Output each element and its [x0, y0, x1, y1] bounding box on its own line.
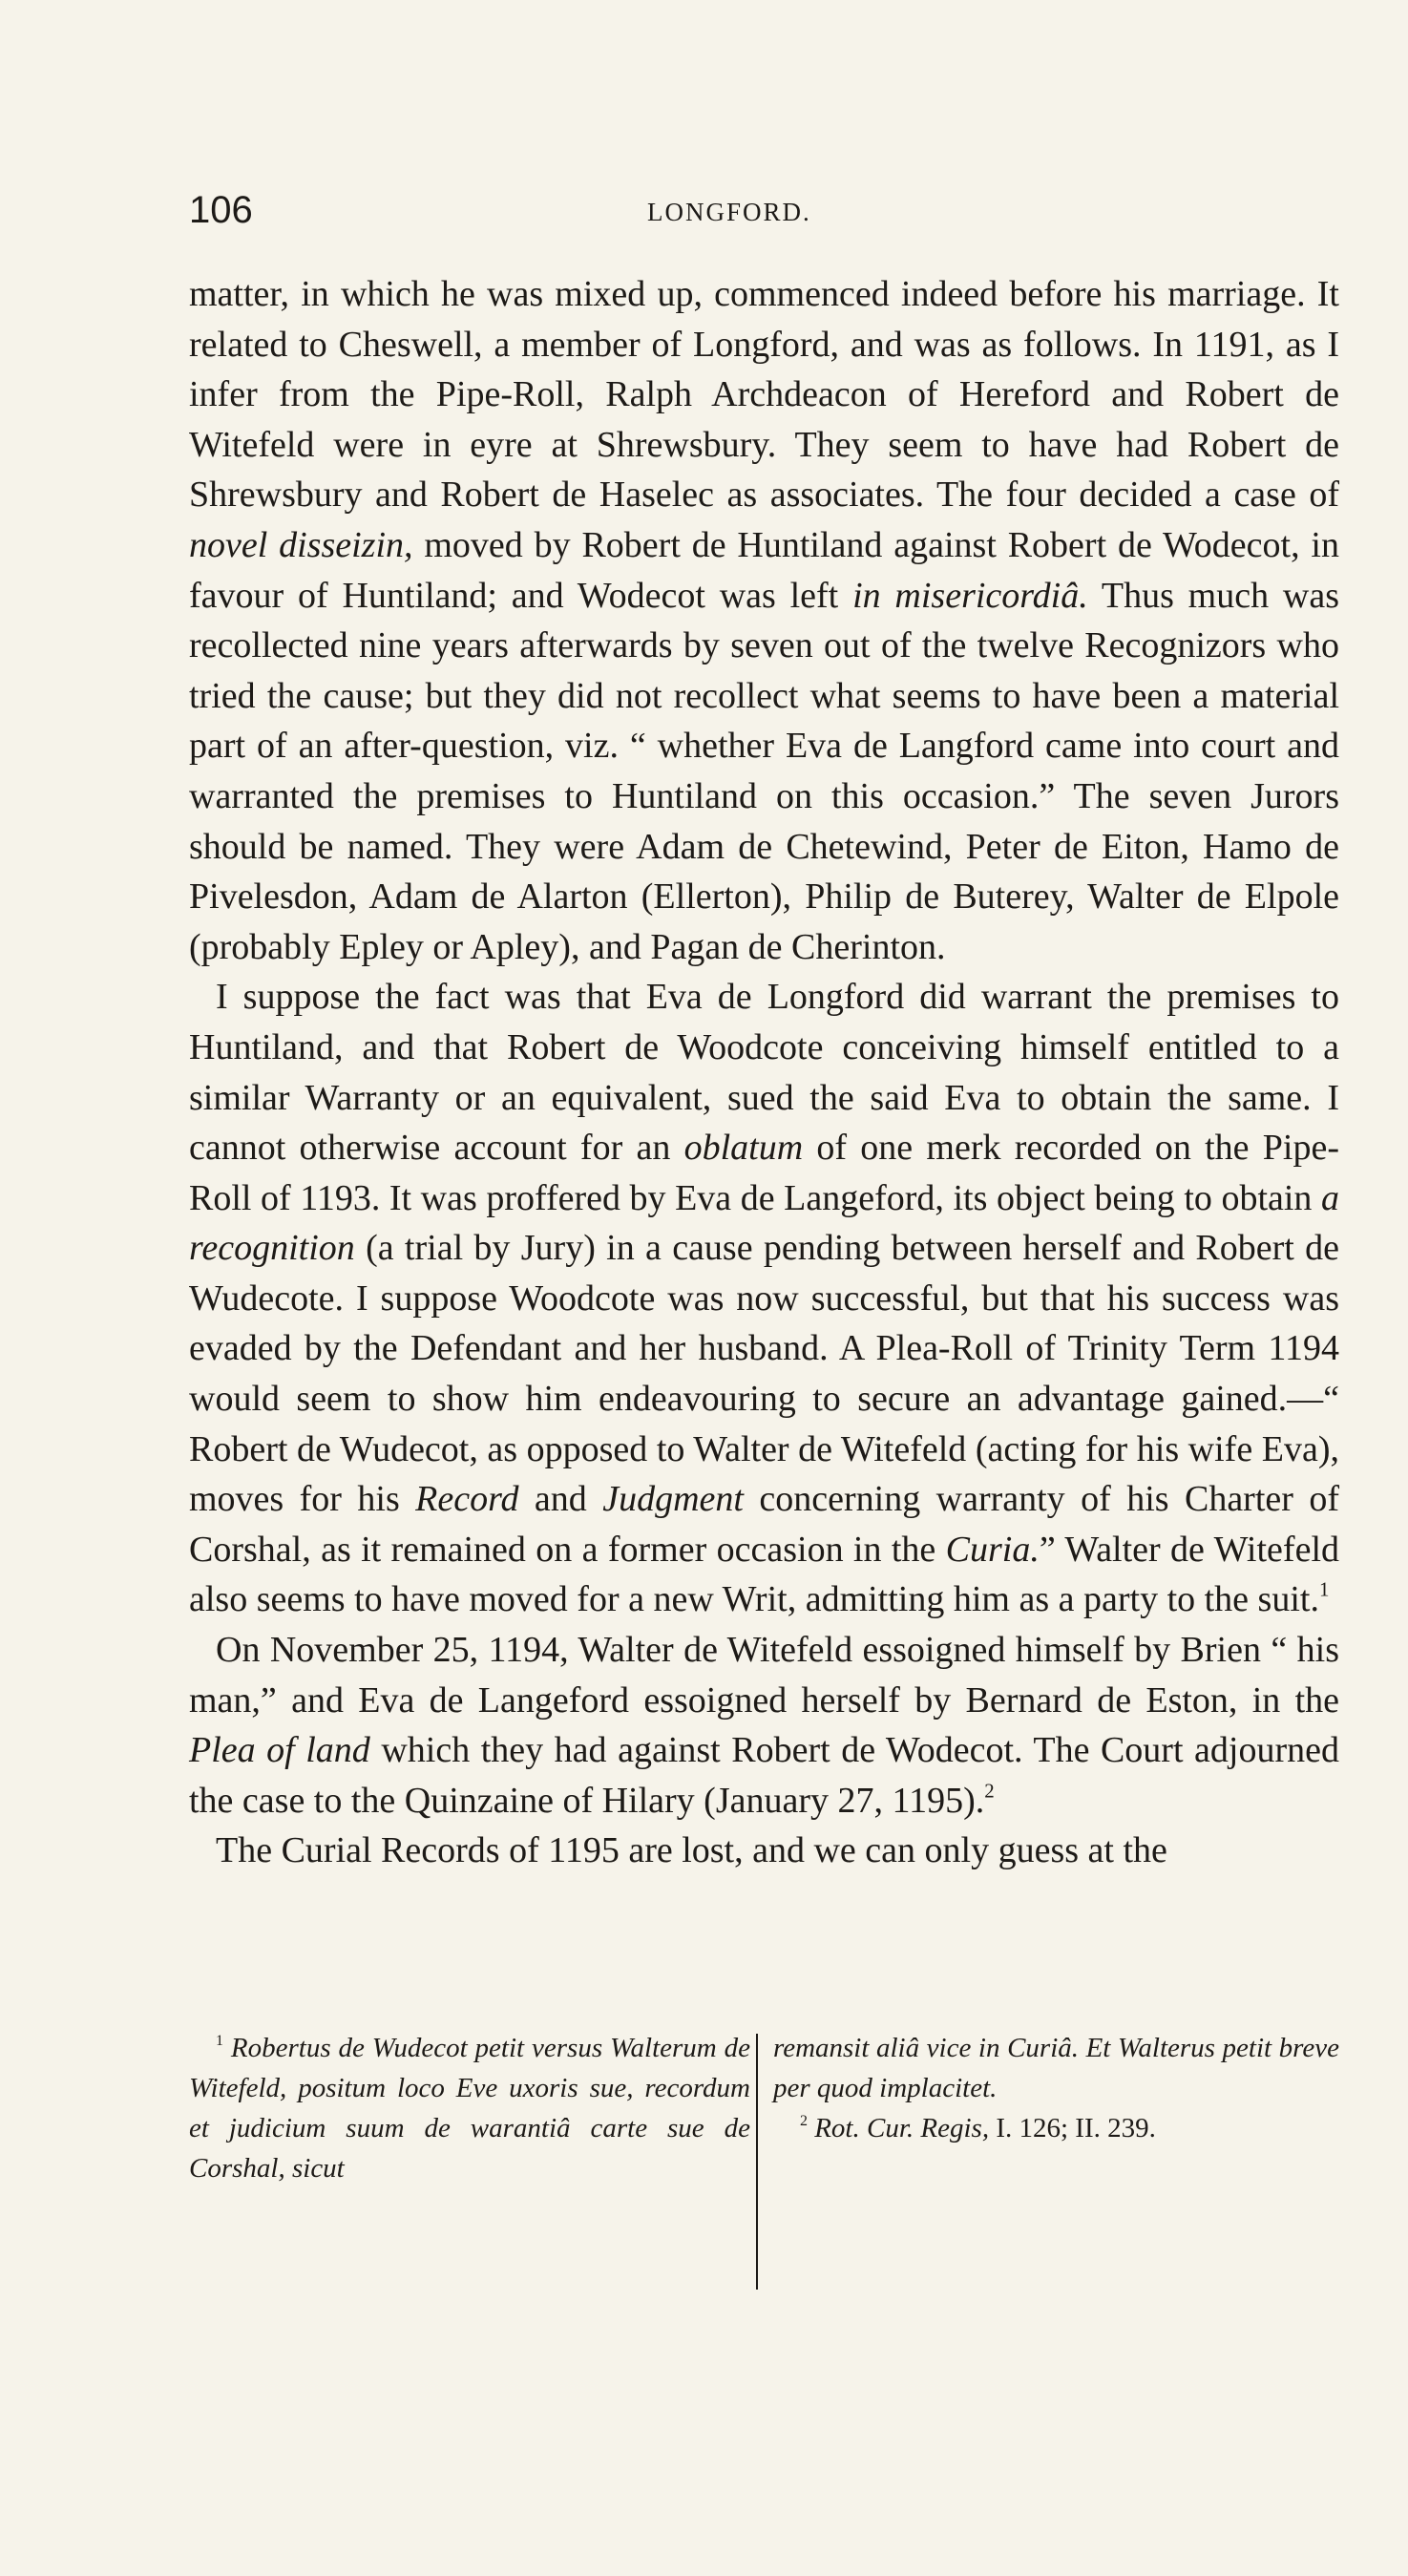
footnote-column-left: [189, 2028, 750, 2188]
page-number: 106: [189, 189, 253, 231]
footnote-2-source: Rot. Cur. Regis,: [814, 2113, 990, 2143]
footnote-1-number: 1: [216, 2033, 223, 2050]
paragraph-2: I suppose the fact was that Eva de Longford did warrant the premises to Huntiland, and that Robert de Woodcote conceiving himself entitled to a similar Warranty or an equivalent, sued the said Eva to obtain the same. I cannot otherwise account for an oblatum of one merk recorded on the Pipe-Roll of 1193. It was proffered by Eva de Langeford, its object being to obtain a recognition (a trial by Jury) in a cause pending between herself and Robert de Wudecote. I suppose Woodcote was now successful, but that his success was evaded by the Defendant and her husband. A Plea-Roll of Trinity Term 1194 would seem to show him endeavouring to secure an advantage gained.—“ Robert de Wudecot, as opposed to Walter de Witefeld (acting for his wife Eva), moves for his Record and Judgment concerning warranty of his Charter of Corshal, as it remained on a former occasion in the Curia.” Walter de Witefeld also seems to have moved for a new Writ, admitting him as a party to the suit.$^1$: [189, 977, 1340, 1620]
footnote-ref-2: 2: [984, 1779, 995, 1803]
body-text: [189, 269, 1339, 1876]
page-header: [189, 187, 1339, 244]
footnote-1-text: Robertus de Wudecot petit versus Walterum de Witefeld, positum loco Eve uxoris sue, recordum et judicium suum de warantiâ carte sue de Corshal, sicut: [189, 2033, 751, 2184]
paragraph-1: matter, in which he was mixed up, commenced indeed before his marriage. It related to Cheswell, a member of Longford, and was as follows. In 1191, as I infer from the Pipe-Roll, Ralph Archdeacon of Hereford and Robert de Witefeld were in eyre at Shrewsbury. They seem to have had Robert de Shrewsbury and Robert de Haselec as associates. The four decided a case of novel disseizin, moved by Robert de Huntiland against Robert de Wodecot, in favour of Huntiland; and Wodecot was left in misericordiâ. Thus much was recollected nine years afterwards by seven out of the twelve Recognizors who tried the cause; but they did not recollect what seems to have been a material part of an after-question, viz. “ whether Eva de Langford came into court and warranted the premises to Huntiland on this occasion.” The seven Jurors should be named. They were Adam de Chetewind, Peter de Eiton, Hamo de Pivelesdon, Adam de Alarton (Ellerton), Philip de Buterey, Walter de Elpole (probably Epley or Apley), and Pagan de Cherinton.: [189, 274, 1339, 967]
footnotes: [189, 2028, 1339, 2295]
footnote-2-number: 2: [800, 2113, 808, 2130]
footnote-column-divider: [756, 2034, 758, 2290]
footnote-ref-1: 1: [1318, 1577, 1330, 1601]
running-head: LONGFORD.: [647, 198, 811, 226]
footnote-column-right: [773, 2028, 1339, 2148]
footnote-2-refs: I. 126; II. 239.: [989, 2113, 1156, 2143]
paragraph-4: The Curial Records of 1195 are lost, and we can only guess at the: [216, 1830, 1167, 1871]
footnote-1-continuation: remansit aliâ vice in Curiâ. Et Walterus petit breve per quod implacitet.: [773, 2033, 1339, 2103]
paragraph-3: On November 25, 1194, Walter de Witefeld essoigned himself by Brien “ his man,” and Eva de Langeford essoigned herself by Bernard de Eston, in the Plea of land which they had against Robert de Wodecot. The Court adjourned the case to the Quinzaine of Hilary (January 27, 1195).$^2$: [189, 1630, 1339, 1821]
